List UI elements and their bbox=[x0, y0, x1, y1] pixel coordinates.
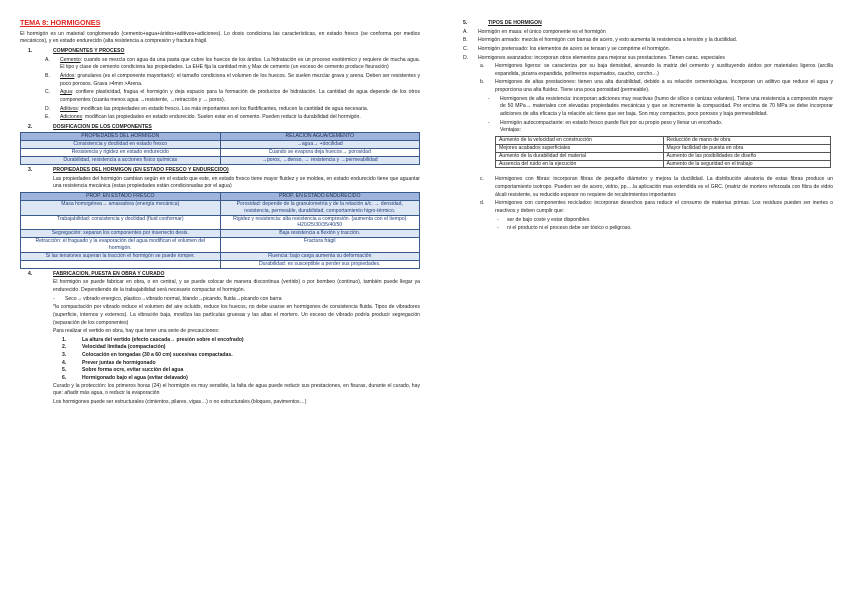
item-text: : modifican las propiedades en estado fresco. Los más importantes son los fluidificantes, reducen la cantidad de agua necesaria. bbox=[77, 105, 369, 112]
item-text: Hormigón autocompactante: en estado fresco puede fluir por su propio peso y llenar un encofrado. bbox=[500, 119, 723, 126]
dash-bullet: - bbox=[488, 95, 490, 102]
table-row bbox=[21, 260, 420, 268]
vibration-note: *la compactación por vibrado reduce el volumen del aire ocluido, reduce los huecos, no debe usarse en hormigones de consistencia fluida. Tipos de vibradores (superficie, internos y externos). La vibración baja, moviliza las partículas gruesas y las altas el mortero. Un exceso de vibrado podría producir segregación (separación de los componentes) bbox=[53, 304, 420, 326]
table-row bbox=[21, 252, 420, 260]
table-cell: Retracción: el fraguado y la evaporación del agua modifican el volumen del hormigón. bbox=[21, 238, 221, 253]
item-letter: C. bbox=[463, 45, 469, 52]
curing-paragraph: Curado y la protección: los primeros horas (24) el hormigón es muy sensible, la falta de agua puede reducir sus prestaciones, en fisuras, durante el curado, hay que: añadir más agua, o reducir la evaporación bbox=[53, 382, 420, 397]
item-text: Hormigones avanzados: incorporan otros elementos para mejorar sus prestaciones. Tienen carac. especiales bbox=[478, 54, 725, 61]
list-item bbox=[20, 360, 420, 368]
item-number: 2. bbox=[62, 344, 67, 351]
item-text: Hormigones de alta resistencia: incorporan adiciones muy reactivas (humo de sílice o cenizas volantes). Tiene una resistencia a compresión mayor de 50 MPa→ materiales con elevadas propiedades mecánicas y que se incremente la compacidad. Por encima de 70 MPa se debe incorporar adiciones de alta eficacia y la relación a/c tiene que ser baja. Son muy compactos, poco porosos y baja permeabilidad. bbox=[500, 95, 833, 118]
section-2-heading bbox=[20, 124, 420, 132]
table-cell: Reducción de mano de obra bbox=[663, 136, 831, 144]
advantages-label: Ventajas: bbox=[500, 127, 521, 134]
dash-bullet: - bbox=[497, 225, 499, 232]
item-letter: d. bbox=[480, 200, 485, 207]
structural-paragraph: Los hormigones puede ser estructurales (cimientos, pilares, vigas…) o no estructurales (bloques, pavimentos…) bbox=[53, 398, 307, 405]
list-item bbox=[20, 106, 420, 114]
section-4-paragraph: El hormigón se puede fabricar en obra, o en central, y se puede colocar de manera discontinua (vertido) o por bombeo (continuo), también puede llegar ya endurecido. Dependiendo de la trabajabilidad será necesario compactar el hormigón. bbox=[53, 279, 420, 293]
table-header: PROP. EN ESTADO ENDURECIDO bbox=[220, 192, 420, 200]
item-term: Cemento bbox=[60, 56, 81, 63]
item-text: Seco→ vibrado energico, plastico→vibrado normal, blando→picando, fluida→picando con barra bbox=[65, 295, 282, 302]
item-text: Sobre forma ocre, evitar succión del agua bbox=[82, 367, 184, 374]
advantages-table bbox=[495, 136, 831, 169]
table-cell: →agua→ +docilidad bbox=[220, 141, 420, 149]
table-cell: Si las tensiones superan la tracción el hormigón se puede romper. bbox=[21, 252, 221, 260]
item-text: Hormigonado bajo el agua (evitar delavado) bbox=[82, 374, 188, 381]
table-row bbox=[496, 160, 831, 168]
list-item bbox=[455, 63, 833, 78]
item-text: : granulares (es el componente mayoritario): el tamaño condiciona el volumen de los huecos. Se suelen mezclar grava y arena. Deben ser resistentes y poco porosos. Grava >4mm >Arena. bbox=[60, 73, 420, 87]
item-text: Velocidad limitada (compactación) bbox=[82, 344, 166, 351]
item-letter: D. bbox=[463, 54, 469, 61]
table-cell: Cuando se evapora deja huecos→ porosidad bbox=[220, 149, 420, 157]
table-cell: Durabilidad, resistencia a acciones físico químicas bbox=[21, 157, 221, 165]
table-cell: Baja resistencia a flexión y tracción. bbox=[220, 230, 420, 238]
item-letter: b. bbox=[480, 79, 485, 86]
table-cell: Consistencia y docilidad en estado fresco bbox=[21, 141, 221, 149]
page-title: TEMA 8: HORMIGONES bbox=[20, 18, 101, 27]
list-item bbox=[455, 225, 833, 233]
intro-paragraph: El hormigón es un material conglomerado (cemento+agua+áridos+aditivos+adiciones). Lo dosis condiciona las características, en estado fresco (se conforma por medios mecánicos), y en estado endurecido (alta resistencia a compresión y fractura frágil. bbox=[20, 30, 420, 45]
table-cell: Aumento de la seguridad en el trabajo bbox=[663, 160, 831, 168]
item-term: Adiciones bbox=[60, 114, 83, 121]
item-letter: D. bbox=[45, 105, 51, 112]
item-text: : confiere plasticidad, fragua el hormigón y deja espacio para la formación de productos de hidratación. La cantidad de agua depende de los otros componentes (cuanta menos agua →resistente, →retracción y → poros). bbox=[60, 89, 420, 103]
list-item bbox=[455, 55, 833, 63]
item-text: : cuando se mezcla con agua da una pasta que cubre los huecos de los áridos. La hidratación es un proceso exotérmico y requiere de mucha agua. El tipo y clase de cemento condiciona las propiedades. La EHE fija la cantidad min y Max de cemento (un exceso de cemento produce fisuración) bbox=[60, 56, 420, 71]
section-3-heading bbox=[20, 167, 420, 175]
table-row bbox=[21, 200, 420, 215]
table-row bbox=[21, 141, 420, 149]
table-row bbox=[496, 136, 831, 144]
list-item bbox=[455, 200, 833, 215]
right-column bbox=[455, 18, 833, 234]
section-5-heading bbox=[455, 20, 833, 28]
list-item bbox=[20, 114, 420, 122]
list-item bbox=[455, 96, 833, 119]
section-3-paragraph: Las propiedades del hormigón cambian según en el estado que este, en estado fresco tiene mayor fluidez y se moldea, en estado endurecido tiene que aguantar una resistencia mecánica (estas propiedades están condicionadas por el agua) bbox=[53, 175, 420, 190]
item-number: 5. bbox=[62, 367, 67, 374]
properties-table bbox=[20, 192, 420, 269]
table-cell: Fluencia: bajo carga aumenta su deformación bbox=[220, 252, 420, 260]
left-column bbox=[20, 18, 420, 408]
item-number: 6. bbox=[62, 374, 67, 381]
item-text: Hormigón en masa: el único componente es el hormigón bbox=[478, 28, 606, 35]
table-row bbox=[21, 215, 420, 230]
list-item bbox=[20, 352, 420, 360]
table-cell: Porosidad: depende de la granulometría y de la relación a/c. → densidad, resistencia, permeable, durabilidad, comportamiento higro-térmico. bbox=[220, 200, 420, 215]
table-cell: Aumento de la velocidad en construcción bbox=[496, 136, 664, 144]
table-row bbox=[496, 144, 831, 152]
table-row bbox=[21, 238, 420, 253]
table-cell bbox=[21, 260, 221, 268]
item-text: Hormigones ligeros: se caracteriza por su baja densidad, aireando la matriz del cemento y sustituyendo áridos por materiales ligeros (arcilla expandida, pizarra expandida, polímeros espumados, caucho, corcho…) bbox=[495, 63, 833, 77]
table-cell: Masa homogénea→ amasadora (energía mecánica) bbox=[21, 200, 221, 215]
dash-bullet: - bbox=[53, 295, 55, 302]
section-label: TIPOS DE HORMIGON bbox=[488, 20, 542, 26]
list-item bbox=[20, 344, 420, 352]
item-text: ser de bajo coste y estar disponibles bbox=[507, 216, 590, 223]
item-text: La altura del vertido (efecto cascada→ presión sobre el encofrado) bbox=[82, 336, 244, 343]
section-1-heading bbox=[20, 48, 420, 56]
list-item bbox=[455, 120, 833, 135]
dash-bullet: - bbox=[488, 119, 490, 126]
table-cell: Trabajabilidad: consistencia y docilidad (fluid conformar) bbox=[21, 215, 221, 230]
item-letter: A. bbox=[463, 28, 468, 35]
item-text: Hormigón armado: mezcla el hormigón con barras de acero, y esto aumenta la resistencia a tensión y la ductilidad. bbox=[478, 37, 738, 44]
table-cell: Durabilidad: es susceptible a perder sus propiedades. bbox=[220, 260, 420, 268]
item-text: Hormigones con componentes reciclados: incorporan desechos para reducir el consumo de materias primas. Los residuos pueden ser inertes o reactivos y deben cumplir que: bbox=[495, 200, 833, 215]
item-term: Aditivos bbox=[60, 105, 78, 112]
item-term: Áridos bbox=[60, 73, 75, 79]
table-cell: Aumento de las posibilidades de diseño bbox=[663, 152, 831, 160]
pouring-intro: Para realizar el vertido en obra, hay que tener una serie de precauciones: bbox=[53, 328, 220, 335]
section-4-heading bbox=[20, 271, 420, 279]
section-label: DOSIFICACION DE LOS COMPONENTES bbox=[53, 123, 152, 130]
dosage-table bbox=[20, 132, 420, 165]
section-number: 3. bbox=[28, 166, 33, 173]
item-letter: a. bbox=[480, 63, 485, 70]
section-number: 1. bbox=[28, 48, 33, 55]
table-row bbox=[496, 152, 831, 160]
list-item bbox=[20, 367, 420, 375]
item-text: ni el producto ni el proceso debe ser tóxico o peligroso. bbox=[507, 225, 632, 232]
table-cell: →poros, →denso, → resistencia y →permeabilidad bbox=[220, 157, 420, 165]
list-item bbox=[20, 73, 420, 88]
table-cell: Resistencia y rigidez en estado endurecido bbox=[21, 149, 221, 157]
item-letter: A. bbox=[45, 56, 50, 63]
item-letter: C. bbox=[45, 89, 51, 96]
table-header: PROPIEDADES DEL HORMIGON bbox=[21, 133, 221, 141]
table-cell: Rigidez y resistencia: alta resistencia a compresión. (aumenta con el tiempo) H20/25/30/35/40/50 bbox=[220, 215, 420, 230]
item-number: 3. bbox=[62, 352, 67, 359]
table-header: RELACION AGUA/CEMENTO bbox=[220, 133, 420, 141]
section-number: 2. bbox=[28, 123, 33, 130]
item-letter: B. bbox=[45, 73, 50, 79]
item-number: 1. bbox=[62, 336, 67, 343]
table-cell: Fractura frágil bbox=[220, 238, 420, 253]
table-cell: Mayor facilidad de puesta en obra bbox=[663, 144, 831, 152]
list-item bbox=[20, 57, 420, 72]
section-label: PROPIEDADES DEL HORMIGON (EN ESTADO FRESCO Y ENDURECIDO) bbox=[53, 166, 229, 173]
section-number: 4. bbox=[28, 270, 33, 277]
item-text: : modifican las propiedades en estado endurecido. Suelen estar en el cemento. Pueden reducir la durabilidad del hormigón. bbox=[82, 114, 361, 121]
item-term: Agua bbox=[60, 89, 72, 96]
item-text: Hormigones con fibras: incorporan fibras de pequeño diámetro y mejora la ductilidad. La distribución aleatoria de estas fibras produce un comportamiento isotropo. Pueden ser de acero, vidrio, pp….la aplicación mas extendida es el GRC. (matriz de mortero reforzada con fibra de vidrio álcali resistente, su reducido espesor no requiere de recubrimientos importantes bbox=[495, 176, 833, 198]
section-label: COMPONENTES Y PROCESO bbox=[53, 48, 125, 55]
section-label: FABRICACION, PUESTA EN OBRA Y CURADO bbox=[53, 270, 165, 277]
item-text: Prever juntas de hormigonado bbox=[82, 359, 156, 366]
table-cell: Segregación: separan los componentes por inserrecto desis. bbox=[21, 230, 221, 238]
list-item bbox=[455, 217, 833, 225]
item-text: Hormigones de altas prestaciones: tienen una alta durabilidad, debido a su relación cemento/agua. Incorporan un aditivo que reduce el agua y proporciona una alta fluidez. Tiene una poca porosidad (permeable). bbox=[495, 79, 833, 94]
table-cell: Mejores acabados superficiales bbox=[496, 144, 664, 152]
list-item bbox=[455, 46, 833, 54]
list-item bbox=[20, 296, 420, 304]
section-number: 5. bbox=[463, 20, 468, 26]
list-item bbox=[20, 337, 420, 345]
dash-bullet: - bbox=[497, 216, 499, 223]
list-item bbox=[455, 176, 833, 199]
list-item bbox=[455, 29, 833, 37]
item-text: Hormigón pretensado: los elementos de acero se tensan y se comprime el hormigón. bbox=[478, 45, 670, 52]
item-letter: E. bbox=[45, 114, 50, 121]
item-number: 4. bbox=[62, 359, 67, 366]
table-row bbox=[21, 149, 420, 157]
list-item bbox=[455, 79, 833, 94]
list-item bbox=[20, 89, 420, 104]
item-letter: B. bbox=[463, 37, 468, 44]
table-header: PROP. EN ESTADO FRESCO bbox=[21, 192, 221, 200]
list-item bbox=[455, 37, 833, 45]
item-letter: c. bbox=[480, 176, 484, 183]
table-cell: Ausencia del ruido en la ejecución bbox=[496, 160, 664, 168]
table-cell: Aumento de la durabilidad del material bbox=[496, 152, 664, 160]
list-item bbox=[20, 375, 420, 383]
item-text: Colocación en tongadas (30 a 60 cm) sucesivas compactadas. bbox=[82, 352, 233, 359]
table-row bbox=[21, 230, 420, 238]
table-row bbox=[21, 157, 420, 165]
